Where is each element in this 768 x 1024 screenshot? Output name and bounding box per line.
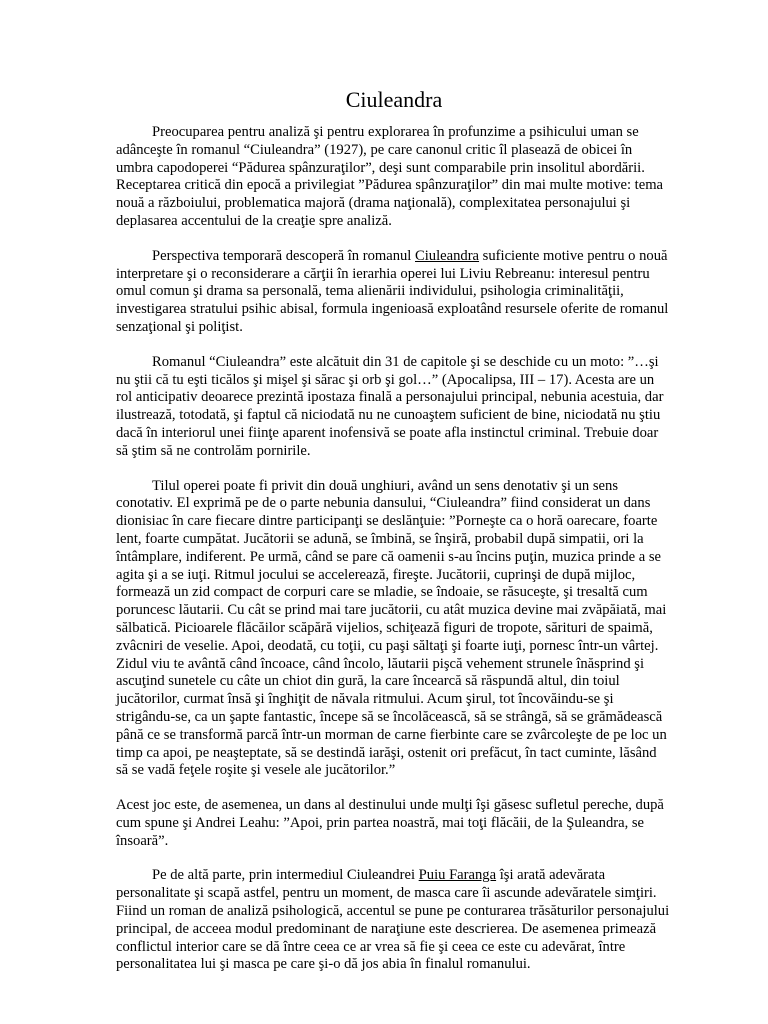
document-title: Ciuleandra xyxy=(345,87,443,112)
ciuleandra-link[interactable]: Ciuleandra xyxy=(415,247,480,264)
paragraph-6 xyxy=(116,867,672,974)
paragraph-1: Preocuparea pentru analiză şi pentru explorarea în profunzime a psihicului uman se adânceşte în romanul “Ciuleandra” (1927), pe care canonul critic îl plasează de obicei în umbra capodoperei “Pădurea spânzuraţilor”, deşi sunt comparabile prin insolitul abordării. Receptarea critică din epocă a privilegiat ”Pădurea spânzuraţilor” din mai multe motive: tema nouă a războiului, problematica majoră (drama naţională), complexitatea personajului şi deplasarea accentului de la creaţie spre analiză. xyxy=(116,124,664,229)
paragraph-6-text-before: Pe de altă parte, prin intermediul Ciuleandrei xyxy=(152,867,419,884)
paragraph-4: Tilul operei poate fi privit din două unghiuri, având un sens denotativ şi un sens conotativ. El exprimă pe de o parte nebunia dansului, “Ciuleandra” fiind considerat un dans dionisiac în care fiecare dintre participanţi se deslănţuie: ”Porneşte ca o horă oarecare, foarte lent, foarte cumpătat. Jucătorii se adună, se îmbină, se înşiră, probabil după simpatii, ori la întâmplare, indiferent. Pe urmă, când se pare că oamenii s-au încins puţin, muzica prinde a se agita şi a se iuţi. Ritmul jocului se accelerează, fireşte. Jucătorii, cuprinşi de după mijloc, formează un zid compact de corpuri care se mladie, se îndoaie, se răsuceşte, şi tresaltă cum poruncesc lăutarii. Cu cât se prind mai tare jucătorii, cu atât muzica devine mai zvăpăiată, mai sălbatică. Picioarele flăcăilor scăpără vijelios, schiţează figuri de tropote, sărituri de spaimă, zvâcniri de veselie. Apoi, deodată, cu toţii, cu paşi săltaţi şi foarte iuţi, pornesc într-un vârtej. Zidul viu te avântă când încoace, când încolo, lăutarii pişcă vehement strunele înăsprind şi ascuţind sunetele cu câte un chiot din gură, la care încearcă să răspundă altul, din toiul jucătorilor, curmat însă şi înghiţit de năvala ritmului. Acum şirul, tot încovăindu-se şi strigându-se, ca un şapte fantastic, începe să se încolăcească, să se strângă, să se grămădească până ce se transformă parcă într-un morman de carne fierbinte care se zvârcoleşte de pe loc un timp ca apoi, pe neaşteptate, să se destindă iarăşi, ostenit ori prefăcut, în tact cuminte, lăsând să se vadă feţele roşite şi vesele ale jucătorilor.” xyxy=(116,477,667,779)
paragraph-2-text-before: Perspectiva temporară descoperă în romanul xyxy=(152,247,415,264)
puiu-faranga-link[interactable]: Puiu Faranga xyxy=(418,867,497,884)
paragraph-6-text-after: îşi arată adevărata personalitate şi scapă astfel, pentru un moment, de masca care îi ascunde adevăratele simţiri. Fiind un roman de analiză psihologică, accentul se pune pe conturarea trăsăturilor personajului principal, de acceea modul predominant de naraţiune este descrierea. De asemenea primează conflictul interior care se dă între ceea ce ar vrea să fie şi ceea ce este cu adevărat, între personalitatea lui şi masca pe care şi-o dă jos abia în finalul romanului. xyxy=(116,867,670,973)
paragraph-2-text-after: suficiente motive pentru o nouă interpretare şi o reconsiderare a cărţii în ierarhia operei lui Liviu Rebreanu: interesul pentru omul comun şi drama sa personală, tema alienării individului, psihologia criminalităţii, investigarea stratului psihic abisal, formula ingenioasă exploatând resursele oferite de romanul senzaţional şi poliţist. xyxy=(116,247,669,335)
document-page xyxy=(116,86,672,991)
paragraph-3: Romanul “Ciuleandra” este alcătuit din 31 de capitole şi se deschide cu un moto: ”…şi nu ştii că tu eşti ticălos şi mişel şi sărac şi orb şi gol…” (Apocalipsa, III – 17). Acesta are un rol anticipativ deoarece prezintă ipostaza finală a personajului principal, nebunia acestuia, dar ilustrează, totodată, şi faptul că niciodată nu ne cunoaştem suficient de bine, niciodată nu ştiu dacă în interiorul unei fiinţe aparent inofensivă se poate afla instinctul criminal. Trebuie doar să ştim să ne controlăm pornirile. xyxy=(116,353,664,459)
paragraph-2 xyxy=(116,248,672,337)
paragraph-5: Acest joc este, de asemenea, un dans al destinului unde mulţi îşi găsesc sufletul pereche, după cum spune şi Andrei Leahu: ”Apoi, prin partea noastră, mai toţi flăcăii, de la Şuleandra, se însoară”. xyxy=(116,797,664,849)
